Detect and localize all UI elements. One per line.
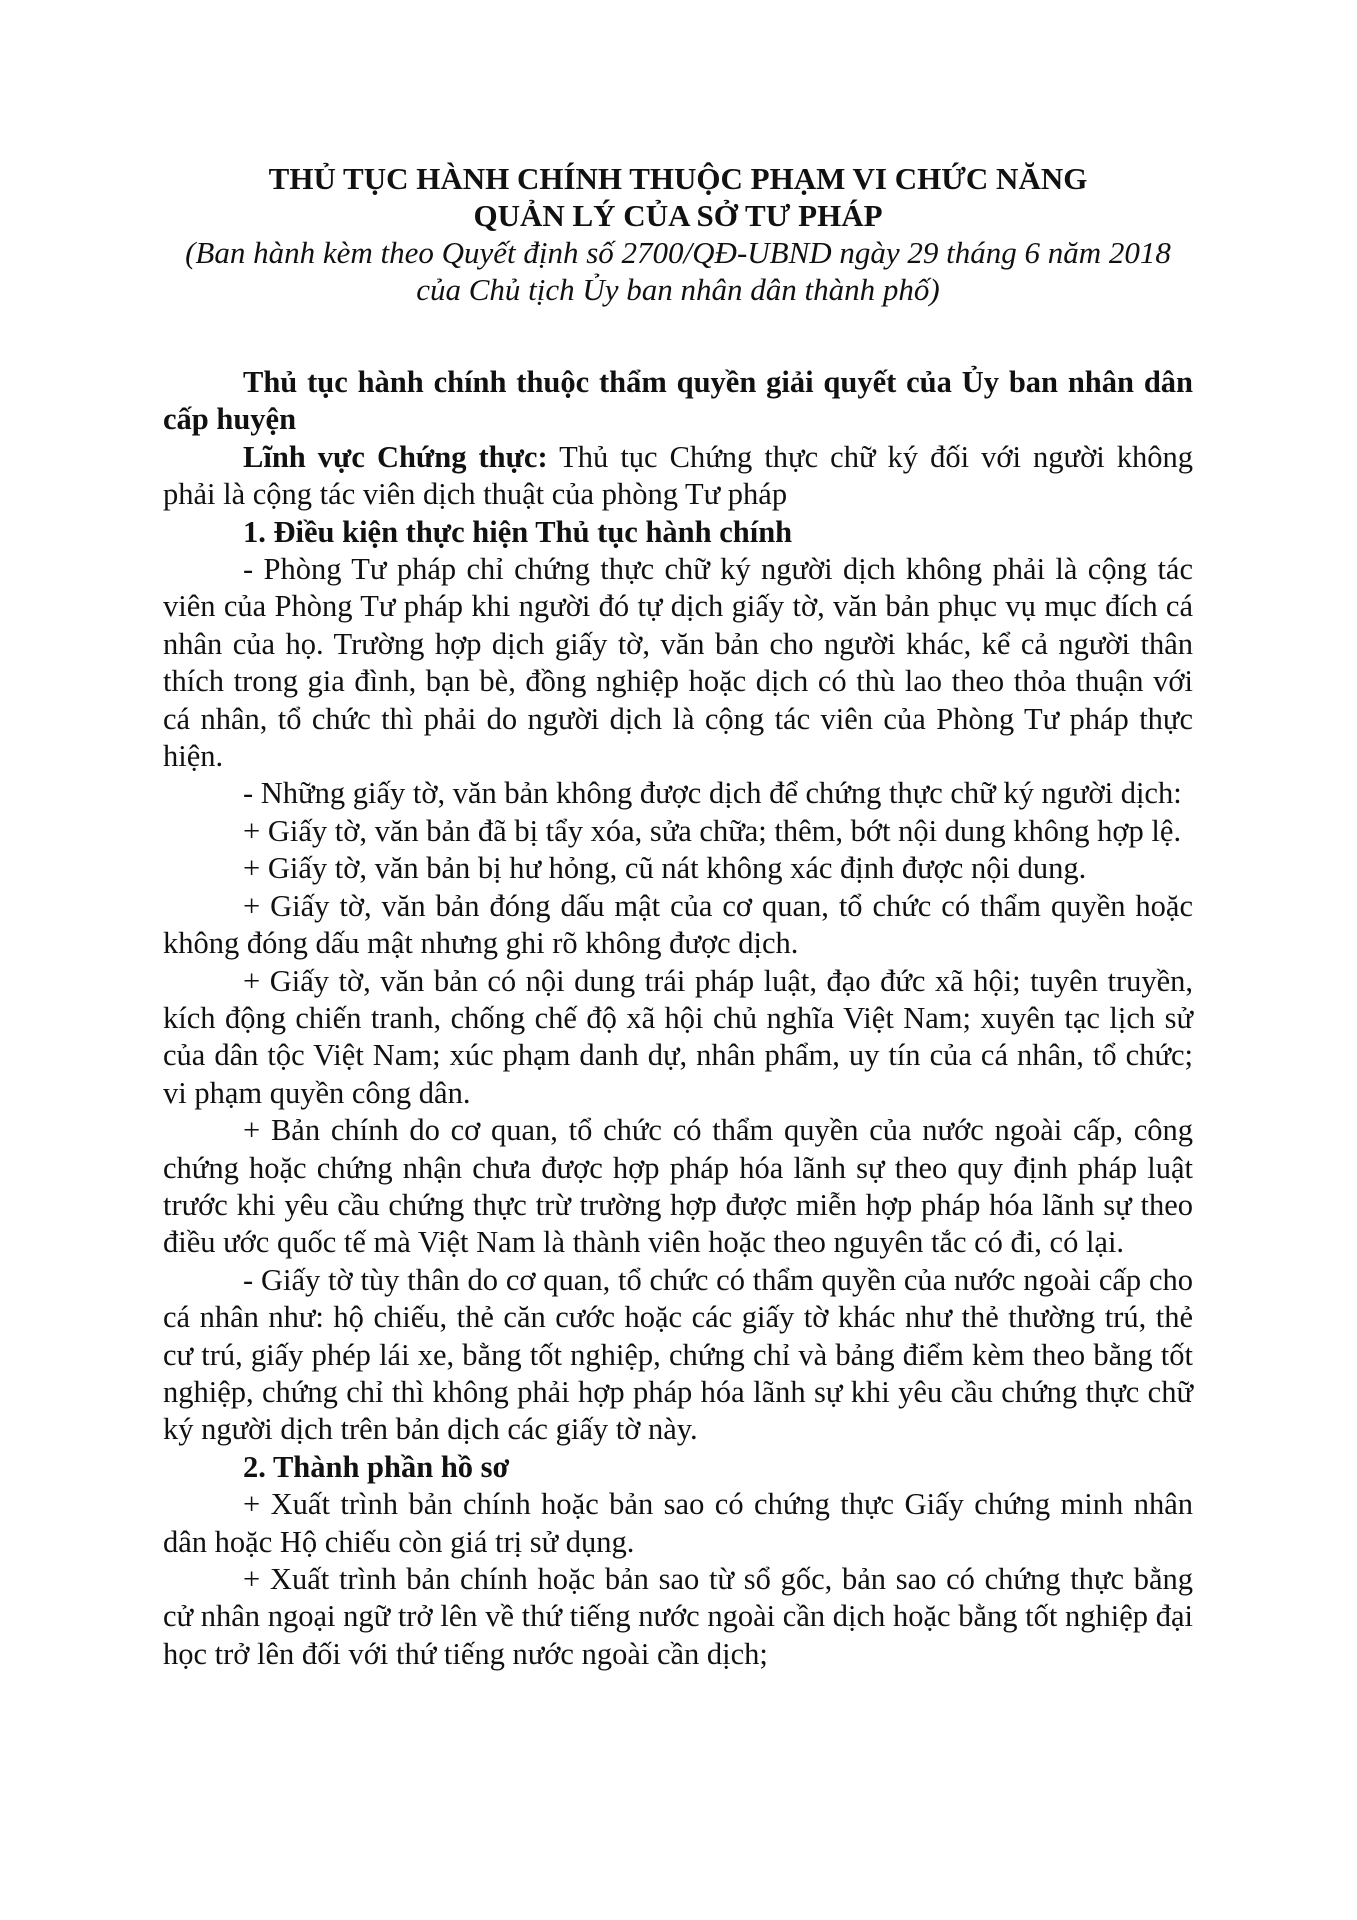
title-line-1: THỦ TỤC HÀNH CHÍNH THUỘC PHẠM VI CHỨC NĂNG <box>268 161 1088 196</box>
field-paragraph <box>163 439 1193 514</box>
section-1-heading: 1. Điều kiện thực hiện Thủ tục hành chính <box>243 514 793 549</box>
section-2-paragraph: + Xuất trình bản chính hoặc bản sao từ sổ gốc, bản sao có chứng thực bằng cử nhân ngoại ngữ trở lên về thứ tiếng nước ngoài cần dịch hoặc bằng tốt nghiệp đại học trở lên đối với thứ tiếng nước ngoài cần dịch; <box>163 1562 1193 1671</box>
section-1-paragraph: - Những giấy tờ, văn bản không được dịch để chứng thực chữ ký người dịch: <box>243 776 1182 811</box>
title-line-2: QUẢN LÝ CỦA SỞ TƯ PHÁP <box>473 198 883 233</box>
section-1-paragraph: + Giấy tờ, văn bản bị hư hỏng, cũ nát không xác định được nội dung. <box>243 851 1087 886</box>
field-label: Lĩnh vực Chứng thực: <box>243 439 548 474</box>
section-2-heading: 2. Thành phần hồ sơ <box>243 1449 510 1484</box>
section-1-paragraph: - Giấy tờ tùy thân do cơ quan, tổ chức có thẩm quyền của nước ngoài cấp cho cá nhân như: hộ chiếu, thẻ căn cước hoặc các giấy tờ khác như thẻ thường trú, thẻ cư trú, giấy phép lái xe, bằng tốt nghiệp, chứng chỉ và bảng điểm kèm theo bằng tốt nghiệp, chứng chỉ thì không phải hợp pháp hóa lãnh sự khi yêu cầu chứng thực chữ ký người dịch trên bản dịch các giấy tờ này. <box>163 1262 1193 1447</box>
section-1-paragraph: + Giấy tờ, văn bản đã bị tẩy xóa, sửa chữa; thêm, bớt nội dung không hợp lệ. <box>243 813 1182 848</box>
section-1-paragraph: + Giấy tờ, văn bản đóng dấu mật của cơ quan, tổ chức có thẩm quyền hoặc không đóng dấu mật nhưng ghi rõ không được dịch. <box>163 888 1193 961</box>
section-1-paragraph: + Bản chính do cơ quan, tổ chức có thẩm quyền của nước ngoài cấp, công chứng hoặc chứng nhận chưa được hợp pháp hóa lãnh sự theo quy định pháp luật trước khi yêu cầu chứng thực trừ trường hợp được miễn hợp pháp hóa lãnh sự theo điều ước quốc tế mà Việt Nam là thành viên hoặc theo nguyên tắc có đi, có lại. <box>163 1113 1193 1260</box>
field-text: Thủ tục Chứng thực chữ ký đối với người không phải là cộng tác viên dịch thuật của phòng Tư pháp <box>163 439 1193 512</box>
intro-heading: Thủ tục hành chính thuộc thẩm quyền giải quyết của Ủy ban nhân dân cấp huyện <box>163 365 1193 437</box>
subtitle-line-2: của Chủ tịch Ủy ban nhân dân thành phố) <box>416 272 940 307</box>
document-header <box>163 160 1193 308</box>
section-1-paragraph: - Phòng Tư pháp chỉ chứng thực chữ ký người dịch không phải là cộng tác viên của Phòng Tư pháp khi người đó tự dịch giấy tờ, văn bản phục vụ mục đích cá nhân của họ. Trường hợp dịch giấy tờ, văn bản cho người khác, kể cả người thân thích trong gia đình, bạn bè, đồng nghiệp hoặc dịch có thù lao theo thỏa thuận với cá nhân, tổ chức thì phải do người dịch là cộng tác viên của Phòng Tư pháp thực hiện. <box>163 552 1193 774</box>
section-1-paragraph: + Giấy tờ, văn bản có nội dung trái pháp luật, đạo đức xã hội; tuyên truyền, kích động chiến tranh, chống chế độ xã hội chủ nghĩa Việt Nam; xuyên tạc lịch sử của dân tộc Việt Nam; xúc phạm danh dự, nhân phẩm, uy tín của cá nhân, tổ chức; vi phạm quyền công dân. <box>163 963 1193 1110</box>
subtitle-line-1: (Ban hành kèm theo Quyết định số 2700/QĐ-UBND ngày 29 tháng 6 năm 2018 <box>185 235 1171 270</box>
section-2-paragraph: + Xuất trình bản chính hoặc bản sao có chứng thực Giấy chứng minh nhân dân hoặc Hộ chiếu còn giá trị sử dụng. <box>163 1487 1193 1559</box>
document-page <box>163 160 1193 1673</box>
document-body <box>163 364 1193 1673</box>
